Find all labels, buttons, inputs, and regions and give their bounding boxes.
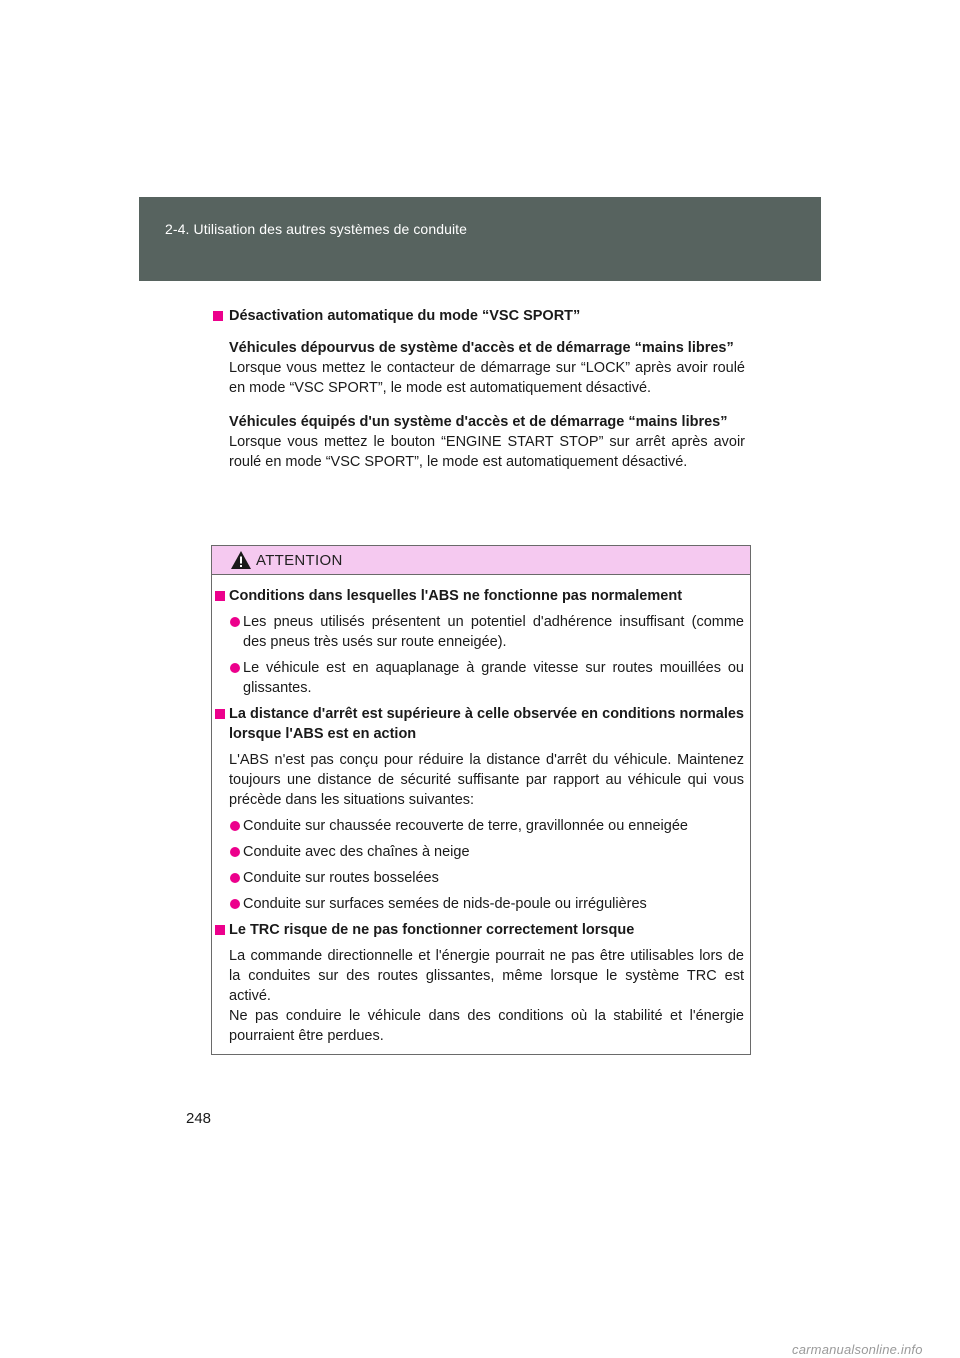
subsection-text: Lorsque vous mettez le contacteur de démarrage sur “LOCK” après avoir roulé en mode “VSC SPORT”, le mode est automatiquement désactivé. <box>229 360 745 396</box>
warning-header <box>212 546 750 575</box>
main-content <box>212 306 745 472</box>
warning-label: ATTENTION <box>256 552 343 569</box>
page-number: 248 <box>186 1110 212 1127</box>
bullet-item <box>212 658 744 698</box>
warning-heading-text: La distance d'arrêt est supérieure à celle observée en conditions normales lorsque l'ABS est en action <box>229 706 744 742</box>
round-bullet-icon <box>230 821 240 831</box>
section-heading-text: Désactivation automatique du mode “VSC SPORT” <box>229 308 581 324</box>
warning-heading-abs <box>212 586 744 606</box>
warning-heading-trc <box>212 920 744 940</box>
bullet-text: Le véhicule est en aquaplanage à grande vitesse sur routes mouillées ou glissantes. <box>243 660 744 696</box>
round-bullet-icon <box>230 873 240 883</box>
chapter-header-band <box>139 197 821 281</box>
bullet-item <box>212 816 744 836</box>
bullet-text: Conduite avec des chaînes à neige <box>243 844 470 860</box>
warning-heading-stopping-distance <box>212 704 744 744</box>
round-bullet-icon <box>230 899 240 909</box>
bullet-item <box>212 612 744 652</box>
bullet-item <box>212 868 744 888</box>
square-bullet-icon <box>213 311 223 321</box>
warning-paragraph: Ne pas conduire le véhicule dans des conditions où la stabilité et l'énergie pourraient être perdues. <box>229 1008 744 1044</box>
square-bullet-icon <box>215 925 225 935</box>
subsection-with-smart-key <box>229 412 745 472</box>
bullet-text: Conduite sur chaussée recouverte de terre, gravillonnée ou enneigée <box>243 818 688 834</box>
warning-paragraph: La commande directionnelle et l'énergie pourrait ne pas être utilisables lors de la conduites sur des routes glissantes, même lorsque le système TRC est activé. <box>229 948 744 1004</box>
chapter-title: 2-4. Utilisation des autres systèmes de conduite <box>165 221 468 237</box>
bullet-item <box>212 842 744 862</box>
warning-heading-text: Conditions dans lesquelles l'ABS ne fonctionne pas normalement <box>229 588 683 604</box>
warning-body <box>212 586 750 1046</box>
round-bullet-icon <box>230 847 240 857</box>
warning-box <box>211 545 751 1055</box>
round-bullet-icon <box>230 663 240 673</box>
round-bullet-icon <box>230 617 240 627</box>
square-bullet-icon <box>215 591 225 601</box>
watermark-link[interactable]: carmanualsonline.info <box>792 1342 923 1357</box>
section-heading <box>212 306 745 326</box>
subsection-without-smart-key <box>229 338 745 398</box>
bullet-item <box>212 894 744 914</box>
bullet-text: Conduite sur routes bosselées <box>243 870 439 886</box>
subsection-title: Véhicules équipés d'un système d'accès et de démarrage “mains libres” <box>229 414 728 430</box>
subsection-text: Lorsque vous mettez le bouton “ENGINE START STOP” sur arrêt après avoir roulé en mode “VSC SPORT”, le mode est automatiquement désactivé. <box>229 434 745 470</box>
square-bullet-icon <box>215 709 225 719</box>
bullet-text: Les pneus utilisés présentent un potentiel d'adhérence insuffisant (comme des pneus très usés sur route enneigée). <box>243 614 744 650</box>
warning-triangle-icon <box>230 550 252 570</box>
subsection-title: Véhicules dépourvus de système d'accès et de démarrage “mains libres” <box>229 340 734 356</box>
warning-paragraph: L'ABS n'est pas conçu pour réduire la distance d'arrêt du véhicule. Maintenez toujours une distance de sécurité suffisante par rapport au véhicule qui vous précède dans les situations suivantes: <box>229 752 744 808</box>
warning-heading-text: Le TRC risque de ne pas fonctionner correctement lorsque <box>229 922 635 938</box>
bullet-text: Conduite sur surfaces semées de nids-de-poule ou irrégulières <box>243 896 647 912</box>
